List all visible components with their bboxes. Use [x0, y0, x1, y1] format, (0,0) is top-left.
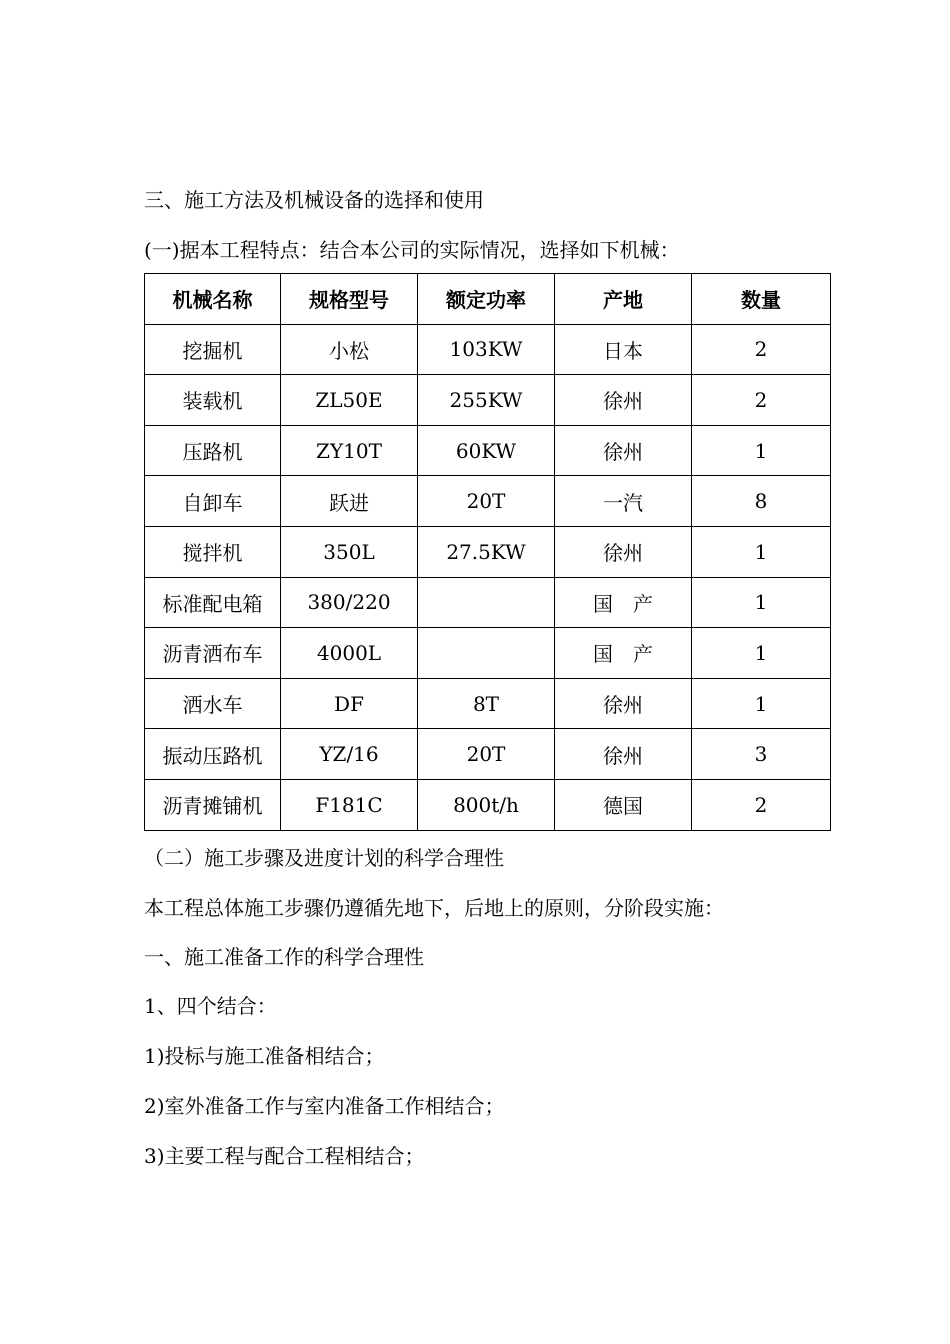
section-heading: 三、施工方法及机械设备的选择和使用	[144, 188, 484, 212]
paragraph-principle: 本工程总体施工步骤仍遵循先地下，后地上的原则，分阶段实施：	[144, 896, 724, 920]
cell-origin: 徐州	[555, 729, 692, 780]
cell-power: 800t/h	[418, 779, 555, 830]
cell-origin: 德国	[555, 779, 692, 830]
cell-power: 20T	[418, 729, 555, 780]
cell-name: 装载机	[145, 375, 281, 426]
table-row	[145, 526, 831, 577]
cell-origin: 一汽	[555, 476, 692, 527]
cell-origin: 国 产	[555, 628, 692, 679]
cell-origin: 国 产	[555, 577, 692, 628]
cell-power: 60KW	[418, 425, 555, 476]
cell-name: 沥青摊铺机	[145, 779, 281, 830]
cell-model: F181C	[281, 779, 418, 830]
cell-origin: 日本	[555, 324, 692, 375]
cell-name: 搅拌机	[145, 526, 281, 577]
cell-quantity: 2	[692, 375, 831, 426]
cell-model: DF	[281, 678, 418, 729]
cell-origin: 徐州	[555, 678, 692, 729]
cell-quantity: 1	[692, 425, 831, 476]
header-quantity: 数量	[692, 274, 831, 325]
cell-name: 压路机	[145, 425, 281, 476]
table-row	[145, 729, 831, 780]
cell-quantity: 1	[692, 678, 831, 729]
cell-power	[418, 628, 555, 679]
list-item: 1)投标与施工准备相结合；	[144, 1044, 385, 1068]
cell-quantity: 3	[692, 729, 831, 780]
cell-quantity: 2	[692, 324, 831, 375]
table-row	[145, 425, 831, 476]
table-row	[145, 375, 831, 426]
cell-name: 自卸车	[145, 476, 281, 527]
intro-paragraph: (一)据本工程特点：结合本公司的实际情况，选择如下机械：	[144, 238, 680, 262]
table-row	[145, 678, 831, 729]
cell-name: 沥青洒布车	[145, 628, 281, 679]
cell-model: 4000L	[281, 628, 418, 679]
header-name: 机械名称	[145, 274, 281, 325]
cell-quantity: 8	[692, 476, 831, 527]
cell-power: 27.5KW	[418, 526, 555, 577]
cell-name: 振动压路机	[145, 729, 281, 780]
cell-model: YZ/16	[281, 729, 418, 780]
cell-power: 255KW	[418, 375, 555, 426]
cell-model: 跃进	[281, 476, 418, 527]
cell-quantity: 1	[692, 628, 831, 679]
cell-model: ZY10T	[281, 425, 418, 476]
list-item: 2)室外准备工作与室内准备工作相结合；	[144, 1094, 505, 1118]
cell-name: 洒水车	[145, 678, 281, 729]
header-model: 规格型号	[281, 274, 418, 325]
machinery-table	[144, 273, 831, 831]
cell-quantity: 2	[692, 779, 831, 830]
cell-model: 小松	[281, 324, 418, 375]
list-item: 3)主要工程与配合工程相结合；	[144, 1144, 425, 1168]
section-2-title: （二）施工步骤及进度计划的科学合理性	[144, 846, 504, 870]
cell-power: 20T	[418, 476, 555, 527]
cell-quantity: 1	[692, 577, 831, 628]
cell-origin: 徐州	[555, 526, 692, 577]
header-origin: 产地	[555, 274, 692, 325]
cell-name: 挖掘机	[145, 324, 281, 375]
list-heading: 1、四个结合：	[144, 994, 277, 1018]
cell-origin: 徐州	[555, 425, 692, 476]
table-row	[145, 324, 831, 375]
cell-model: ZL50E	[281, 375, 418, 426]
machinery-table-wrapper	[144, 273, 830, 831]
table-row	[145, 577, 831, 628]
cell-model: 350L	[281, 526, 418, 577]
table-row	[145, 628, 831, 679]
table-row	[145, 779, 831, 830]
cell-power	[418, 577, 555, 628]
table-row	[145, 476, 831, 527]
header-power: 额定功率	[418, 274, 555, 325]
cell-power: 103KW	[418, 324, 555, 375]
cell-name: 标准配电箱	[145, 577, 281, 628]
table-header-row	[145, 274, 831, 325]
cell-model: 380/220	[281, 577, 418, 628]
subsection-title: 一、施工准备工作的科学合理性	[144, 945, 424, 969]
cell-origin: 徐州	[555, 375, 692, 426]
cell-power: 8T	[418, 678, 555, 729]
cell-quantity: 1	[692, 526, 831, 577]
